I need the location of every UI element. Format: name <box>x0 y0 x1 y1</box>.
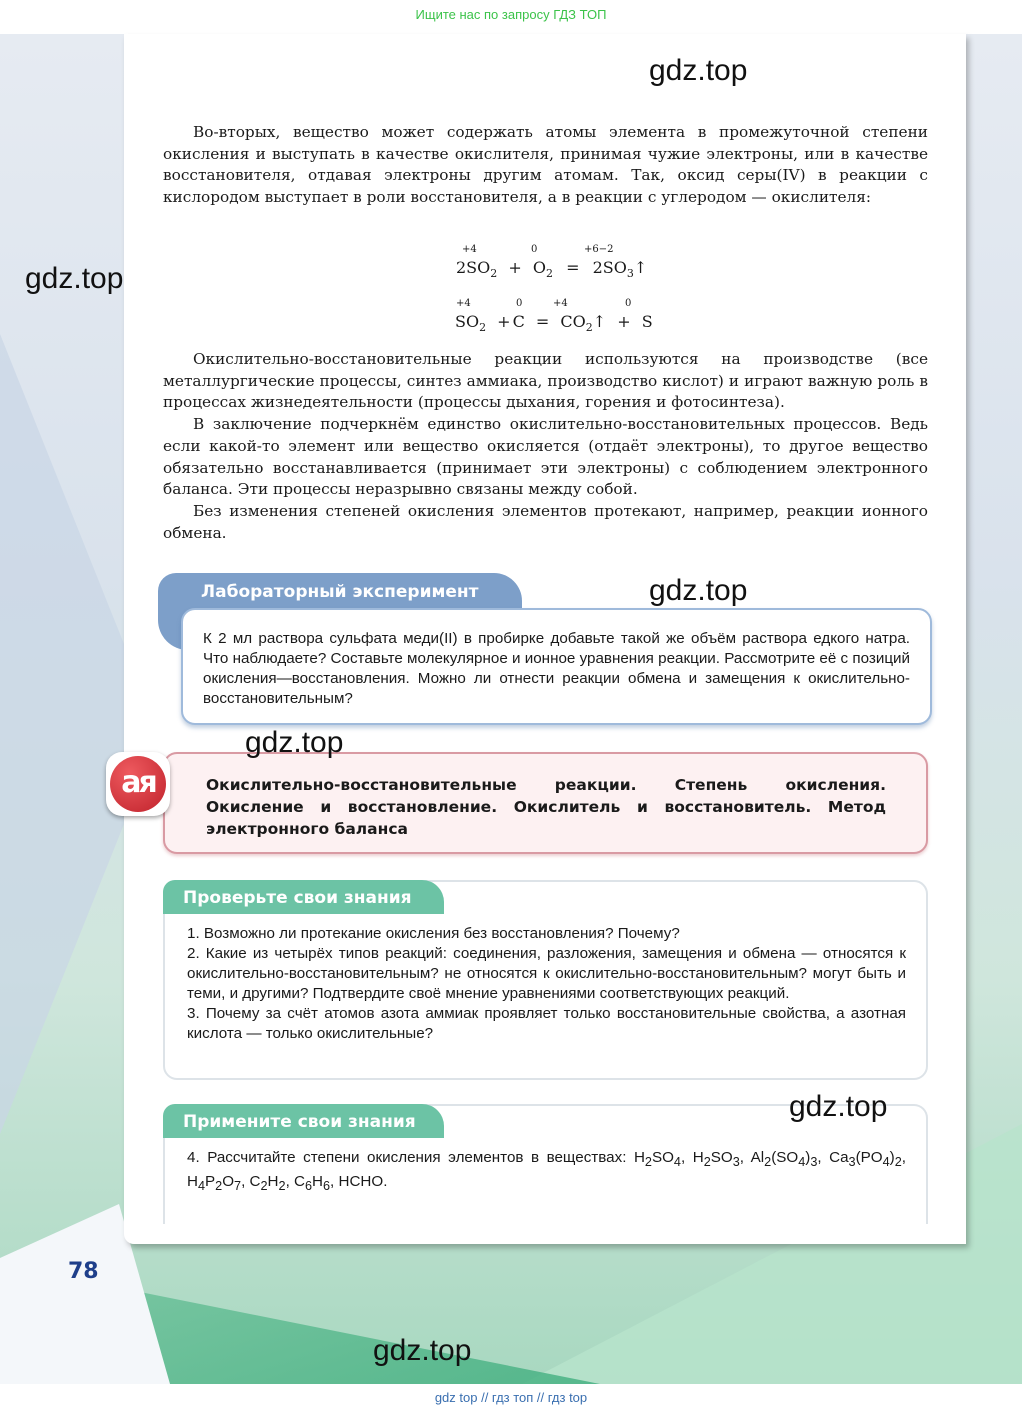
watermark: gdz.top <box>25 262 124 295</box>
formula: CO <box>560 312 586 331</box>
top-banner[interactable]: Ищите нас по запросу ГДЗ ТОП <box>0 0 1022 34</box>
lab-experiment-box <box>181 608 932 725</box>
question-4: 4. Рассчитайте степени окисления элементов в веществах: $H_2SO_4$, $H_2SO_3$, $Al_2(SO_4)_3$, $Ca_3(PO_4)_2$, $H_4P_2O_7$, $C_2H_2$, $C_6H_6$, HCHO. <box>187 1149 906 1194</box>
question-4-prefix: 4. Рассчитайте степени окисления элементов в веществах: <box>187 1149 627 1166</box>
operator: = <box>535 312 550 331</box>
operator: + <box>617 312 631 331</box>
lab-experiment-title: Лабораторный эксперимент <box>158 573 522 609</box>
check-knowledge-title: Проверьте свои знания <box>163 880 444 914</box>
apply-knowledge-title: Примените свои знания <box>163 1104 444 1138</box>
operator: + <box>508 258 522 277</box>
oxidation-state: +4 <box>553 298 568 309</box>
watermark: gdz.top <box>649 574 748 607</box>
formula: O <box>532 258 546 277</box>
bottom-banner[interactable]: gdz top // гдз топ // гдз top <box>0 1384 1022 1416</box>
watermark: gdz.top <box>373 1334 472 1367</box>
paragraph-2: Окислительно-восстановительные реакции используются на производстве (все металлургические процессы, синтез аммиака, производство кислот) и играют важную роль в процессах жизнедеятельности (процессы дыхания, горения и фотосинтеза). <box>163 350 928 412</box>
oxidation-state: 0 <box>531 244 538 255</box>
key-terms-text: Окислительно-восстановительные реакции. Степень окисления. Окисление и восстановление. Окислитель и восстановитель. Метод электронного баланса <box>206 776 886 838</box>
lab-experiment-text: К 2 мл раствора сульфата меди(II) в пробирке добавьте такой же объём раствора едкого натра. Что наблюдаете? Составьте молекулярное и ионное уравнения реакции. Рассмотрите её с позиций окисления—восстановления. Можно ли отнести реакции обмена и замещения к окислительно-восстановительным? <box>203 630 910 707</box>
equation-1 <box>456 244 648 281</box>
oxidation-state: +6−2 <box>584 244 614 255</box>
paragraph-3: В заключение подчеркнём единство окислительно-восстановительных процессов. Ведь если какой-то элемент или вещество окисляется (отдаёт электроны), то другое вещество обязательно восстанавливается (принимает эти электроны) с соблюдением электронного баланса. Эти процессы неразрывно связаны между собой. <box>163 415 928 499</box>
gas-arrow: ↑ <box>633 258 648 277</box>
formula: SO <box>455 312 480 331</box>
formula: 2SO <box>592 258 627 277</box>
subscript: 2 <box>490 267 498 281</box>
equation-2 <box>455 298 653 335</box>
subscript: 3 <box>626 267 634 281</box>
operator: = <box>566 258 580 277</box>
key-terms-box <box>163 752 928 854</box>
body-text <box>163 349 928 544</box>
question-1: 1. Возможно ли протекание окисления без восстановления? Почему? <box>187 925 680 942</box>
subscript: 2 <box>585 321 593 335</box>
formula: S <box>641 312 653 331</box>
key-terms-icon-letters: ая <box>110 756 166 812</box>
watermark: gdz.top <box>245 726 344 759</box>
subscript: 2 <box>479 321 487 335</box>
formula: 2SO <box>456 258 491 277</box>
oxidation-state: 0 <box>516 298 523 309</box>
page-number: 78 <box>68 1259 99 1284</box>
body-paragraph <box>163 122 928 209</box>
paragraph-4: Без изменения степеней окисления элементов протекают, например, реакции ионного обмена. <box>163 501 928 542</box>
oxidation-state: 0 <box>625 298 632 309</box>
key-terms-icon <box>106 752 170 816</box>
watermark: gdz.top <box>789 1090 888 1123</box>
watermark: gdz.top <box>649 54 748 87</box>
subscript: 2 <box>545 267 553 281</box>
question-2: 2. Какие из четырёх типов реакций: соединения, разложения, замещения и обмена — относятся к окислительно-восстановительным? не относятся к окислительно-восстановительным? могут быть и теми, и другими? Подтвердите своё мнение уравнениями соответствующих реакций. <box>187 945 906 1002</box>
gas-arrow: ↑ <box>592 312 607 331</box>
question-3: 3. Почему за счёт атомов азота аммиак проявляет только восстановительные свойства, а азотная кислота — только окислительные? <box>187 1005 906 1042</box>
operator: + <box>497 312 511 331</box>
oxidation-state: +4 <box>456 298 471 309</box>
paragraph-1: Во-вторых, вещество может содержать атомы элемента в промежуточной степени окисления и выступать в качестве окислителя, принимая чужие электроны, или в качестве восстановителя, отдавая электроны другим атомам. Так, оксид серы(IV) в реакции с кислородом выступает в роли восстановителя, а в реакции с углеродом — окислителя: <box>163 123 928 207</box>
oxidation-state: +4 <box>462 244 477 255</box>
formula: C <box>512 312 525 331</box>
